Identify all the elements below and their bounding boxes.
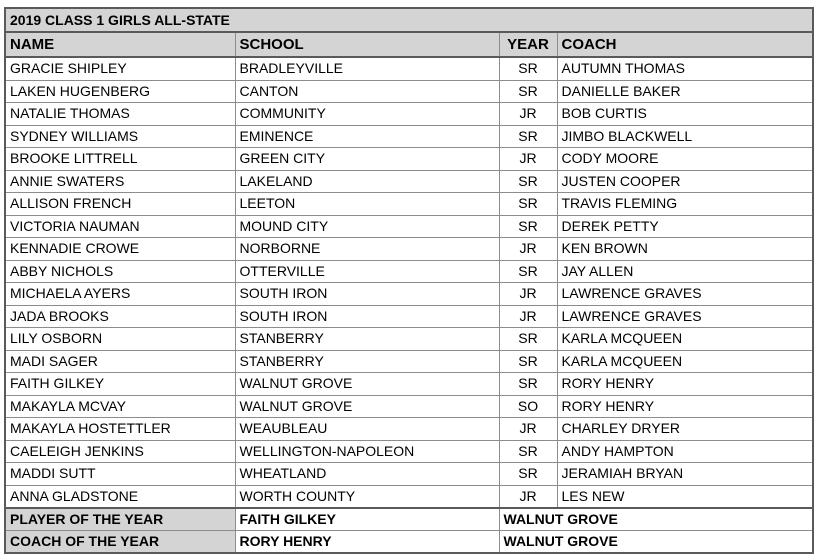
year-cell: JR	[499, 485, 557, 508]
year-cell: SR	[499, 373, 557, 396]
school-cell: CANTON	[235, 80, 499, 103]
year-cell: SR	[499, 125, 557, 148]
table-row	[5, 260, 813, 283]
coach-cell: RORY HENRY	[557, 395, 813, 418]
school-cell: WALNUT GROVE	[235, 373, 499, 396]
coach-cell: LAWRENCE GRAVES	[557, 305, 813, 328]
year-cell: SR	[499, 440, 557, 463]
player-name-cell: NATALIE THOMAS	[5, 103, 235, 126]
player-name-cell: LAKEN HUGENBERG	[5, 80, 235, 103]
school-cell: WELLINGTON-NAPOLEON	[235, 440, 499, 463]
player-name-cell: ALLISON FRENCH	[5, 193, 235, 216]
table-row	[5, 103, 813, 126]
school-column-header: SCHOOL	[235, 32, 499, 57]
all-state-table	[4, 7, 814, 554]
award-person-cell: FAITH GILKEY	[235, 508, 499, 531]
player-name-cell: MICHAELA AYERS	[5, 283, 235, 306]
coach-cell: JUSTEN COOPER	[557, 170, 813, 193]
coach-cell: JAY ALLEN	[557, 260, 813, 283]
player-name-cell: SYDNEY WILLIAMS	[5, 125, 235, 148]
school-cell: NORBORNE	[235, 238, 499, 261]
player-name-cell: CAELEIGH JENKINS	[5, 440, 235, 463]
year-cell: SR	[499, 350, 557, 373]
player-name-cell: ABBY NICHOLS	[5, 260, 235, 283]
table-row	[5, 328, 813, 351]
table-row	[5, 350, 813, 373]
award-label-cell: COACH OF THE YEAR	[5, 531, 235, 554]
school-cell: EMINENCE	[235, 125, 499, 148]
coach-cell: KARLA MCQUEEN	[557, 350, 813, 373]
player-name-cell: MADDI SUTT	[5, 463, 235, 486]
school-cell: WORTH COUNTY	[235, 485, 499, 508]
year-cell: JR	[499, 305, 557, 328]
table-title: 2019 CLASS 1 GIRLS ALL-STATE	[5, 8, 813, 32]
coach-cell: RORY HENRY	[557, 373, 813, 396]
coach-cell: BOB CURTIS	[557, 103, 813, 126]
year-column-header: YEAR	[499, 32, 557, 57]
player-name-cell: FAITH GILKEY	[5, 373, 235, 396]
year-cell: SR	[499, 170, 557, 193]
player-name-cell: ANNA GLADSTONE	[5, 485, 235, 508]
year-cell: SR	[499, 328, 557, 351]
table-row	[5, 80, 813, 103]
table-row	[5, 125, 813, 148]
year-cell: SR	[499, 80, 557, 103]
table-row	[5, 57, 813, 80]
coach-cell: DANIELLE BAKER	[557, 80, 813, 103]
player-name-cell: ANNIE SWATERS	[5, 170, 235, 193]
name-column-header: NAME	[5, 32, 235, 57]
table-row	[5, 305, 813, 328]
table-row	[5, 283, 813, 306]
school-cell: WALNUT GROVE	[235, 395, 499, 418]
table-row	[5, 215, 813, 238]
school-cell: WEAUBLEAU	[235, 418, 499, 441]
table-row	[5, 148, 813, 171]
school-cell: WHEATLAND	[235, 463, 499, 486]
coach-cell: CODY MOORE	[557, 148, 813, 171]
coach-cell: LAWRENCE GRAVES	[557, 283, 813, 306]
table-row	[5, 395, 813, 418]
player-name-cell: MADI SAGER	[5, 350, 235, 373]
award-row	[5, 508, 813, 531]
player-name-cell: GRACIE SHIPLEY	[5, 57, 235, 80]
year-cell: SR	[499, 215, 557, 238]
award-school-cell: WALNUT GROVE	[499, 531, 813, 554]
player-name-cell: KENNADIE CROWE	[5, 238, 235, 261]
coach-column-header: COACH	[557, 32, 813, 57]
year-cell: JR	[499, 418, 557, 441]
school-cell: GREEN CITY	[235, 148, 499, 171]
header-row	[5, 32, 813, 57]
year-cell: SR	[499, 260, 557, 283]
award-label-cell: PLAYER OF THE YEAR	[5, 508, 235, 531]
school-cell: LEETON	[235, 193, 499, 216]
award-row	[5, 531, 813, 554]
table-row	[5, 485, 813, 508]
table-row	[5, 418, 813, 441]
table-row	[5, 193, 813, 216]
school-cell: SOUTH IRON	[235, 305, 499, 328]
player-name-cell: MAKAYLA MCVAY	[5, 395, 235, 418]
coach-cell: CHARLEY DRYER	[557, 418, 813, 441]
school-cell: LAKELAND	[235, 170, 499, 193]
coach-cell: AUTUMN THOMAS	[557, 57, 813, 80]
coach-cell: DEREK PETTY	[557, 215, 813, 238]
year-cell: SO	[499, 395, 557, 418]
player-name-cell: LILY OSBORN	[5, 328, 235, 351]
coach-cell: ANDY HAMPTON	[557, 440, 813, 463]
player-name-cell: JADA BROOKS	[5, 305, 235, 328]
table-row	[5, 463, 813, 486]
coach-cell: LES NEW	[557, 485, 813, 508]
table-row	[5, 238, 813, 261]
table-row	[5, 170, 813, 193]
year-cell: SR	[499, 463, 557, 486]
player-name-cell: BROOKE LITTRELL	[5, 148, 235, 171]
school-cell: STANBERRY	[235, 350, 499, 373]
year-cell: SR	[499, 57, 557, 80]
school-cell: COMMUNITY	[235, 103, 499, 126]
school-cell: BRADLEYVILLE	[235, 57, 499, 80]
coach-cell: JIMBO BLACKWELL	[557, 125, 813, 148]
table-row	[5, 373, 813, 396]
year-cell: JR	[499, 283, 557, 306]
school-cell: MOUND CITY	[235, 215, 499, 238]
coach-cell: KARLA MCQUEEN	[557, 328, 813, 351]
year-cell: JR	[499, 103, 557, 126]
coach-cell: TRAVIS FLEMING	[557, 193, 813, 216]
school-cell: SOUTH IRON	[235, 283, 499, 306]
player-name-cell: VICTORIA NAUMAN	[5, 215, 235, 238]
coach-cell: JERAMIAH BRYAN	[557, 463, 813, 486]
year-cell: JR	[499, 148, 557, 171]
coach-cell: KEN BROWN	[557, 238, 813, 261]
school-cell: OTTERVILLE	[235, 260, 499, 283]
title-row	[5, 8, 813, 32]
award-school-cell: WALNUT GROVE	[499, 508, 813, 531]
award-person-cell: RORY HENRY	[235, 531, 499, 554]
year-cell: SR	[499, 193, 557, 216]
player-name-cell: MAKAYLA HOSTETTLER	[5, 418, 235, 441]
year-cell: JR	[499, 238, 557, 261]
table-row	[5, 440, 813, 463]
school-cell: STANBERRY	[235, 328, 499, 351]
